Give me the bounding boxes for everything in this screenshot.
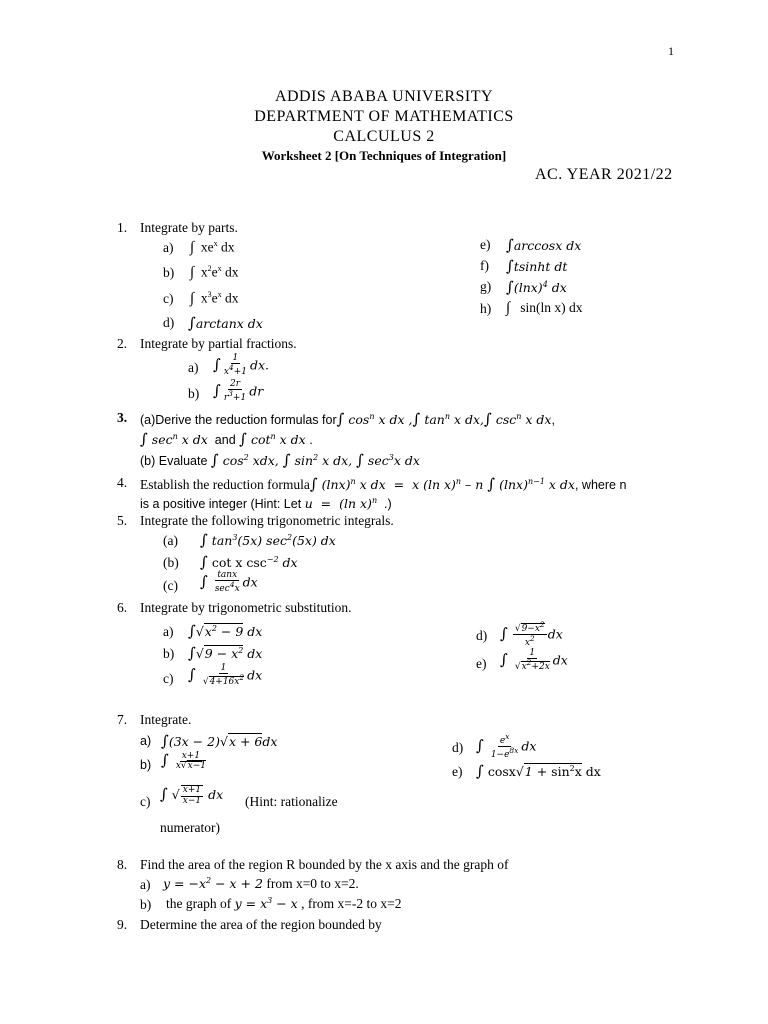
q6c-label: c) <box>163 671 174 686</box>
q8b-expr: the graph of $y = x^3 - x$ , from x=-2 to x=2 <box>166 896 402 912</box>
q5c-expr: ∫ $\frac{\tan x}{\sec^4x}$ dx <box>200 570 258 595</box>
q7c-hint: (Hint: rationalize <box>245 794 338 809</box>
q1a-label: a) <box>163 240 174 255</box>
q7c-hint-cont: numerator) <box>160 820 220 835</box>
q2-text: Integrate by partial fractions. <box>140 336 297 351</box>
worksheet-title: Worksheet 2 [On Techniques of Integration] <box>261 148 507 163</box>
q1b-expr: ∫ $x^2e^x$ dx <box>190 264 239 281</box>
q1a-expr: ∫ $xe^x$ dx <box>190 239 235 256</box>
q8-text: Find the area of the region R bounded by the x axis and the graph of <box>140 857 509 872</box>
q1e-expr: ∫arccosx dx <box>506 236 582 254</box>
q4-where-text: , where n <box>574 478 627 492</box>
department-title: DEPARTMENT OF MATHEMATICS <box>254 108 514 125</box>
q6b-expr: $\int√9 - x^2$ dx <box>188 644 263 662</box>
q1f-expr: ∫tsinht dt <box>506 257 568 275</box>
q4-line2: is a positive integer (Hint: Let u = (ln x)$^n$ .) <box>140 496 392 512</box>
q4-line1: Establish the reduction formula∫ $(\ln x)^n$ x dx = x (ln x)$^n$ – n ∫ $(\ln x)^{n-1}$ x dx, where n <box>140 475 627 493</box>
q3-derive-text: (a)Derive the reduction formulas for <box>140 413 337 427</box>
q7a-expr: ∫(3x − 2)√x + 6dx <box>161 732 278 750</box>
q4-number: 4. <box>117 475 128 490</box>
q5-number: 5. <box>117 513 128 528</box>
q1e-expr-text: arccosx dx <box>513 238 582 253</box>
q2a-expr: ∫ $\frac{1}{x^4+1}$ dx. <box>213 353 269 378</box>
q1d-expr: ∫arctanx dx <box>188 314 263 332</box>
course-title: CALCULUS 2 <box>333 128 435 145</box>
q1g-expr: $\int(\ln x)^4$ dx <box>506 278 567 296</box>
q8b-range: , from x=-2 to x=2 <box>301 896 402 912</box>
q6-text: Integrate by trigonometric substitution. <box>140 600 352 615</box>
q7d-expr: ∫ $\frac{e^x}{1-e^{8x}}$ dx <box>476 732 537 761</box>
q9-number: 9. <box>117 917 128 932</box>
q6c-expr: ∫ $\frac{1}{√4+16x^2}$ dx <box>188 663 263 688</box>
q1c-label: c) <box>163 291 174 306</box>
q3-evaluate-text: (b) Evaluate <box>140 454 208 468</box>
page-number: 1 <box>668 44 674 58</box>
q6b-label: b) <box>163 646 175 661</box>
q5-text: Integrate the following trigonometric integrals. <box>140 513 394 528</box>
q2b-label: b) <box>188 386 200 401</box>
q3-and-text: and <box>214 433 236 447</box>
q8b-label: b) <box>140 897 152 912</box>
q3-line1: (a)Derive the reduction formulas for∫ $\cos^n x$ dx ,∫ $\tan^n x$ dx,∫ $\csc^n x$ dx, <box>140 410 555 428</box>
q1h-expr: ∫ sin(ln x) dx <box>506 300 583 316</box>
academic-year: AC. YEAR 2021/22 <box>535 166 673 183</box>
q7e-expr: ∫ $\cos x√1 + \sin^2x$ dx <box>476 762 601 780</box>
q1d-expr-text: arctanx dx <box>195 316 263 331</box>
q6a-label: a) <box>163 624 174 639</box>
q5c-label: (c) <box>163 578 178 593</box>
q1-text: Integrate by parts. <box>140 220 238 235</box>
q1f-label: f) <box>480 258 489 273</box>
q2b-expr: ∫ $\frac{2r}{r^3+1}$ dr <box>213 379 264 404</box>
q1-number: 1. <box>117 220 128 235</box>
q7e-label: e) <box>452 764 463 779</box>
q7b-expr: ∫ $\frac{x+1}{x√x-1}$ <box>161 750 206 771</box>
q7c-expr: ∫ √ $\frac{x+1}{x-1}$ dx <box>160 785 224 806</box>
q7-text: Integrate. <box>140 712 192 727</box>
q1b-label: b) <box>163 265 175 280</box>
q7b-label: b) <box>140 758 152 772</box>
q7a-label: a) <box>140 734 152 748</box>
q1g-label: g) <box>480 279 492 294</box>
q6e-expr: ∫ $\frac{1}{√x^2+2x}$ dx <box>500 648 568 673</box>
q5a-label: (a) <box>163 533 178 548</box>
q2-number: 2. <box>117 336 128 351</box>
q1h-expr-text: sin(ln x) dx <box>520 300 583 315</box>
q5a-expr: ∫ $\tan^3(5x)$ $\sec^2(5x)$ dx <box>200 531 336 549</box>
q1e-label: e) <box>480 237 491 252</box>
university-title: ADDIS ABABA UNIVERSITY <box>274 88 494 105</box>
q5b-label: (b) <box>163 555 179 570</box>
q7-number: 7. <box>117 712 128 727</box>
q8a-label: a) <box>140 877 151 892</box>
q4-line2-text: is a positive integer (Hint: Let <box>140 497 302 512</box>
q6-number: 6. <box>117 600 128 615</box>
q6d-expr: ∫ $\frac{√9-x^2}{x^2}$ dx <box>500 620 563 649</box>
q3-number: 3. <box>117 410 128 425</box>
q8a-range: from x=0 to x=2. <box>266 876 359 892</box>
q6a-expr: $\int√x^2 - 9$ dx <box>188 622 263 640</box>
q5b-expr: ∫ cot x $\csc^{-2}$ dx <box>200 553 298 571</box>
q2a-label: a) <box>188 360 199 375</box>
q9-text: Determine the area of the region bounded by <box>140 917 382 932</box>
q8a-expr: $y = -x^2 - x + 2$ from x=0 to x=2. <box>163 876 359 892</box>
q1c-expr: ∫ $x^3e^x$ dx <box>190 290 239 307</box>
q1h-label: h) <box>480 301 492 316</box>
q4-text: Establish the reduction formula <box>140 477 310 492</box>
q1d-label: d) <box>163 315 175 330</box>
q8b-text: the graph of <box>166 896 232 912</box>
q1f-expr-text: tsinht dt <box>513 259 568 274</box>
q7c-label: c) <box>140 794 151 809</box>
q8-number: 8. <box>117 857 128 872</box>
q6e-label: e) <box>476 656 487 671</box>
q3-line2: ∫ $\sec^n x$ dx and ∫ $\cot^n x$ dx . <box>140 430 313 448</box>
q6d-label: d) <box>476 628 488 643</box>
q7d-label: d) <box>452 740 464 755</box>
q3-line3: (b) Evaluate ∫ $\cos^2$ xdx, ∫ $\sin^2 x$ dx, ∫ $\sec^3x$ dx <box>140 451 420 469</box>
